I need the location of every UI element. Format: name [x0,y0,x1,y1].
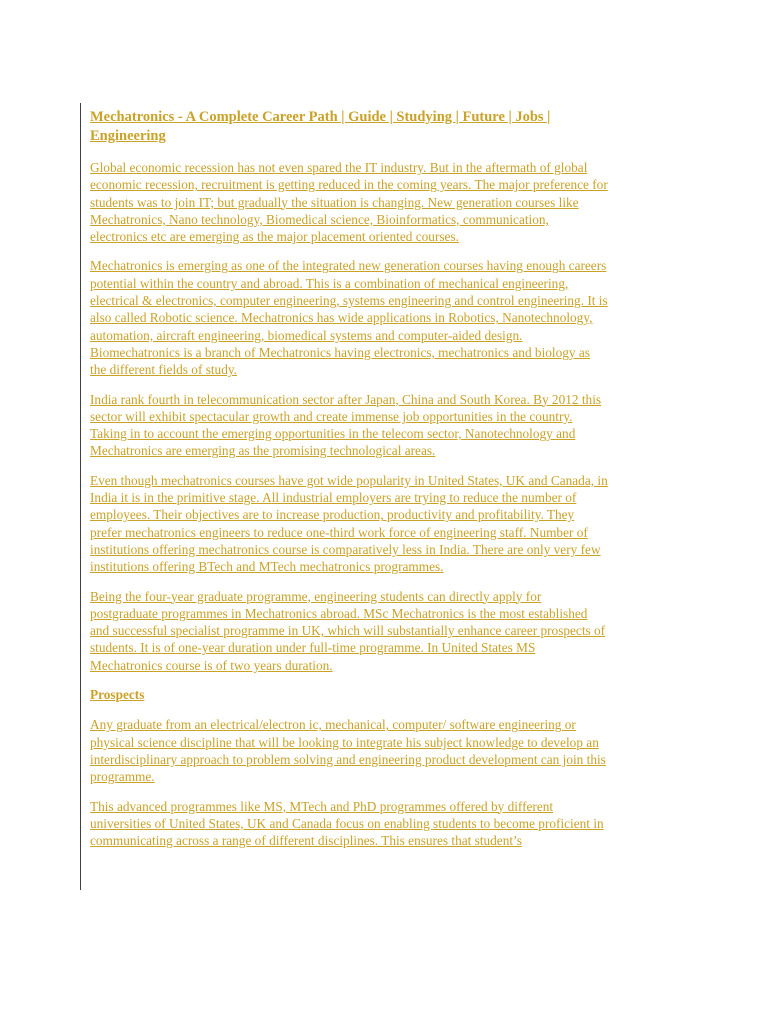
paragraph[interactable] [90,588,690,674]
paragraph-line: Global economic recession has not even spared the IT industry. But in the aftermath of global [90,160,588,175]
paragraph[interactable] [90,472,690,576]
title-line: Engineering [90,128,166,144]
paragraph-line: electrical & electronics, computer engineering, systems engineering and control engineering. It is [90,293,608,309]
paragraph-line: physical science discipline that will be looking to integrate his subject knowledge to develop an [90,734,599,750]
paragraph-line: employees. Their objectives are to increase production, productivity and profitability. They [90,507,575,523]
paragraph[interactable] [90,159,690,245]
paragraphs-before [90,159,690,674]
paragraph-line: the different fields of study. [90,362,237,378]
paragraphs-after [90,716,690,849]
paragraph-line: This advanced programmes like MS, MTech and PhD programmes offered by different [90,798,554,814]
paragraph-line: institutions offering BTech and MTech mechatronics programmes. [90,559,444,575]
paragraph-line: Even though mechatronics courses have got wide popularity in United States, UK and Canada, in [90,472,608,488]
paragraph-line: economic recession, recruitment is getting reduced in the coming years. The major preference for [90,177,608,193]
paragraph-line: students. It is of one-year duration under full-time programme. In United States MS [90,640,536,656]
paragraph-line: prefer mechatronics engineers to reduce one-third work force of engineering staff. Number of [90,524,588,540]
paragraph-line: Mechatronics are emerging as the promising technological areas. [90,443,436,459]
paragraph-line: also called Robotic science. Mechatronics has wide applications in Robotics, Nanotechnology, [90,310,593,326]
paragraph-line: Any graduate from an electrical/electron ic, mechanical, computer/ software engineering or [90,717,576,733]
paragraph-line: universities of United States, UK and Canada focus on enabling students to become proficient in [90,815,604,831]
section-heading-prospects[interactable]: Prospects [90,687,145,703]
paragraph-line: programme. [90,769,155,785]
paragraph-line: students was to join IT; but gradually the situation is changing. New generation courses like [90,194,579,210]
paragraph-line: automation, aircraft engineering, biomedical systems and computer-aided design. [90,327,523,343]
paragraph-line: Mechatronics is emerging as one of the integrated new generation courses having enough careers [90,258,607,274]
paragraph-line: potential within the country and abroad. This is a combination of mechanical engineering, [90,275,569,291]
paragraph-line: India rank fourth in telecommunication sector after Japan, China and South Korea. By 2012 this [90,391,602,407]
paragraph[interactable] [90,716,690,785]
title-line: Mechatronics - A Complete Career Path | Guide | Studying | Future | Jobs | [90,109,551,125]
paragraph-line: interdisciplinary approach to problem solving and engineering product development can join this [90,751,606,767]
paragraph-line: and successful specialist programme in UK, which will substantially enhance career prospects of [90,623,606,639]
document-title[interactable] [90,108,690,146]
revision-change-bar [80,103,81,890]
document-body [90,108,690,861]
paragraph-line: Being the four-year graduate programme, engineering students can directly apply for [90,588,542,604]
paragraph-line: Mechatronics, Nano technology, Biomedical science, Bioinformatics, communication, [90,211,549,227]
paragraph[interactable] [90,257,690,378]
paragraph-line: postgraduate programmes in Mechatronics abroad. MSc Mechatronics is the most established [90,605,588,621]
paragraph[interactable] [90,798,690,850]
paragraph-line: Biomechatronics is a branch of Mechatronics having electronics, mechatronics and biology as [90,344,590,360]
paragraph-line: India it is in the primitive stage. All industrial employers are trying to reduce the number of [90,490,577,506]
paragraph[interactable] [90,391,690,460]
paragraph-line: sector will exhibit spectacular growth and create immense job opportunities in the country. [90,408,573,424]
paragraph-line: institutions offering mechatronics course is comparatively less in India. There are only very few [90,541,601,557]
paragraph-line: communicating across a range of different disciplines. This ensures that student’s [90,833,522,849]
paragraph-line: Mechatronics course is of two years duration. [90,657,333,673]
paragraph-line: electronics etc are emerging as the major placement oriented courses. [90,229,459,245]
paragraph-line: Taking in to account the emerging opportunities in the telecom sector, Nanotechnology and [90,426,576,442]
